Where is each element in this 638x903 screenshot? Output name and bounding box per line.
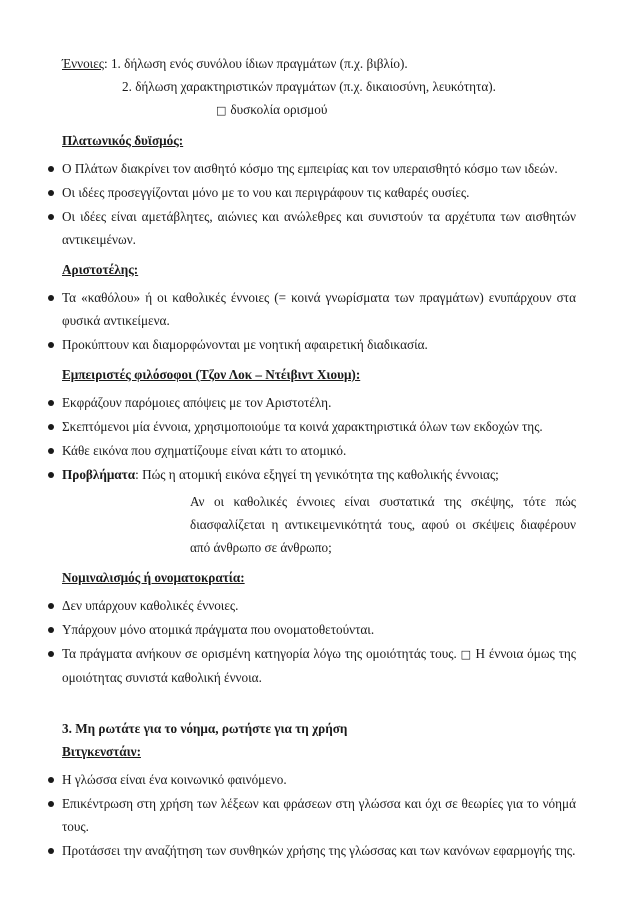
concepts-line-3 bbox=[62, 98, 576, 122]
empiricists-heading: Εμπειριστές φιλόσοφοι (Τζον Λοκ – Ντέιβιντ Χιουμ): bbox=[62, 367, 361, 382]
list-item: Εκφράζουν παρόμοιες απόψεις με τον Αριστοτέλη. bbox=[62, 391, 576, 414]
list-item: Προκύπτουν και διαμορφώνονται με νοητική αφαιρετική διαδικασία. bbox=[62, 333, 576, 356]
section-3-title: 3. Μη ρωτάτε για το νόημα, ρωτήστε για τη χρήση bbox=[62, 721, 348, 736]
problems-label: Προβλήματα bbox=[62, 467, 136, 482]
nominalism-heading: Νομιναλισμός ή ονοματοκρατία: bbox=[62, 570, 245, 585]
list-item: Σκεπτόμενοι μία έννοια, χρησιμοποιούμε τα κοινά χαρακτηριστικά όλων των εκδοχών της. bbox=[62, 415, 576, 438]
aristotle-list bbox=[62, 286, 576, 356]
empiricists-list bbox=[62, 391, 576, 486]
list-item: Προτάσσει την αναζήτηση των συνθηκών χρήσης της γλώσσας και των κανόνων εφαρμογής της. bbox=[62, 839, 576, 862]
problems-text: : Πώς η ατομική εικόνα εξηγεί τη γενικότητα της καθολικής έννοιας; bbox=[135, 467, 499, 482]
list-item bbox=[62, 642, 576, 689]
list-item: Ο Πλάτων διακρίνει τον αισθητό κόσμο της εμπειρίας και τον υπεραισθητό κόσμο των ιδεών. bbox=[62, 157, 576, 180]
list-item: Υπάρχουν μόνο ατομικά πράγματα που ονοματοθετούνται. bbox=[62, 618, 576, 641]
nominalism-item-3-b: Η έννοια όμως της ομοιότητας συνιστά καθολική έννοια. bbox=[62, 646, 576, 685]
list-item: Τα «καθόλου» ή οι καθολικές έννοιες (= κοινά γνωρίσματα των πραγμάτων) ενυπάρχουν στα φυσικά αντικείμενα. bbox=[62, 286, 576, 332]
list-item: Οι ιδέες προσεγγίζονται μόνο με το νου και περιγράφουν τις καθαρές ουσίες. bbox=[62, 181, 576, 204]
concepts-line-1 bbox=[62, 52, 576, 75]
arrow-right-icon: □ bbox=[460, 648, 472, 661]
list-item: Κάθε εικόνα που σχηματίζουμε είναι κάτι το ατομικό. bbox=[62, 439, 576, 462]
platonic-dualism-heading: Πλατωνικός δυϊσμός: bbox=[62, 133, 184, 148]
aristotle-heading: Αριστοτέλης: bbox=[62, 262, 139, 277]
empiricists-note: Αν οι καθολικές έννοιες είναι συστατικά της σκέψης, τότε πώς διασφαλίζεται η αντικειμενικότητά τους, αφού οι σκέψεις διαφέρουν από άνθρωπο σε άνθρωπο; bbox=[190, 494, 576, 555]
list-item bbox=[62, 463, 576, 486]
nominalism-item-3-a: Τα πράγματα ανήκουν σε ορισμένη κατηγορία λόγω της ομοιότητάς τους. bbox=[62, 646, 457, 661]
list-item: Επικέντρωση στη χρήση των λέξεων και φράσεων στη γλώσσα και όχι σε θεωρίες για το νόημά τους. bbox=[62, 792, 576, 838]
platonic-dualism-list bbox=[62, 157, 576, 251]
wittgenstein-list bbox=[62, 768, 576, 862]
concepts-item-1: : 1. δήλωση ενός συνόλου ίδιων πραγμάτων (π.χ. βιβλίο). bbox=[103, 56, 408, 71]
list-item: Οι ιδέες είναι αμετάβλητες, αιώνιες και ανώλεθρες και συνιστούν τα αρχέτυπα των αισθητών αντικειμένων. bbox=[62, 205, 576, 251]
nominalism-list bbox=[62, 594, 576, 689]
list-item: Η γλώσσα είναι ένα κοινωνικό φαινόμενο. bbox=[62, 768, 576, 791]
list-item: Δεν υπάρχουν καθολικές έννοιες. bbox=[62, 594, 576, 617]
wittgenstein-heading: Βιτγκενστάιν: bbox=[62, 744, 141, 759]
concepts-label: Έννοιες bbox=[62, 56, 104, 71]
concepts-line-2 bbox=[62, 75, 576, 98]
concepts-item-2: 2. δήλωση χαρακτηριστικών πραγμάτων (π.χ. δικαιοσύνη, λευκότητα). bbox=[122, 79, 496, 94]
concepts-item-3: δυσκολία ορισμού bbox=[230, 102, 328, 117]
arrow-right-icon: □ bbox=[216, 104, 227, 117]
